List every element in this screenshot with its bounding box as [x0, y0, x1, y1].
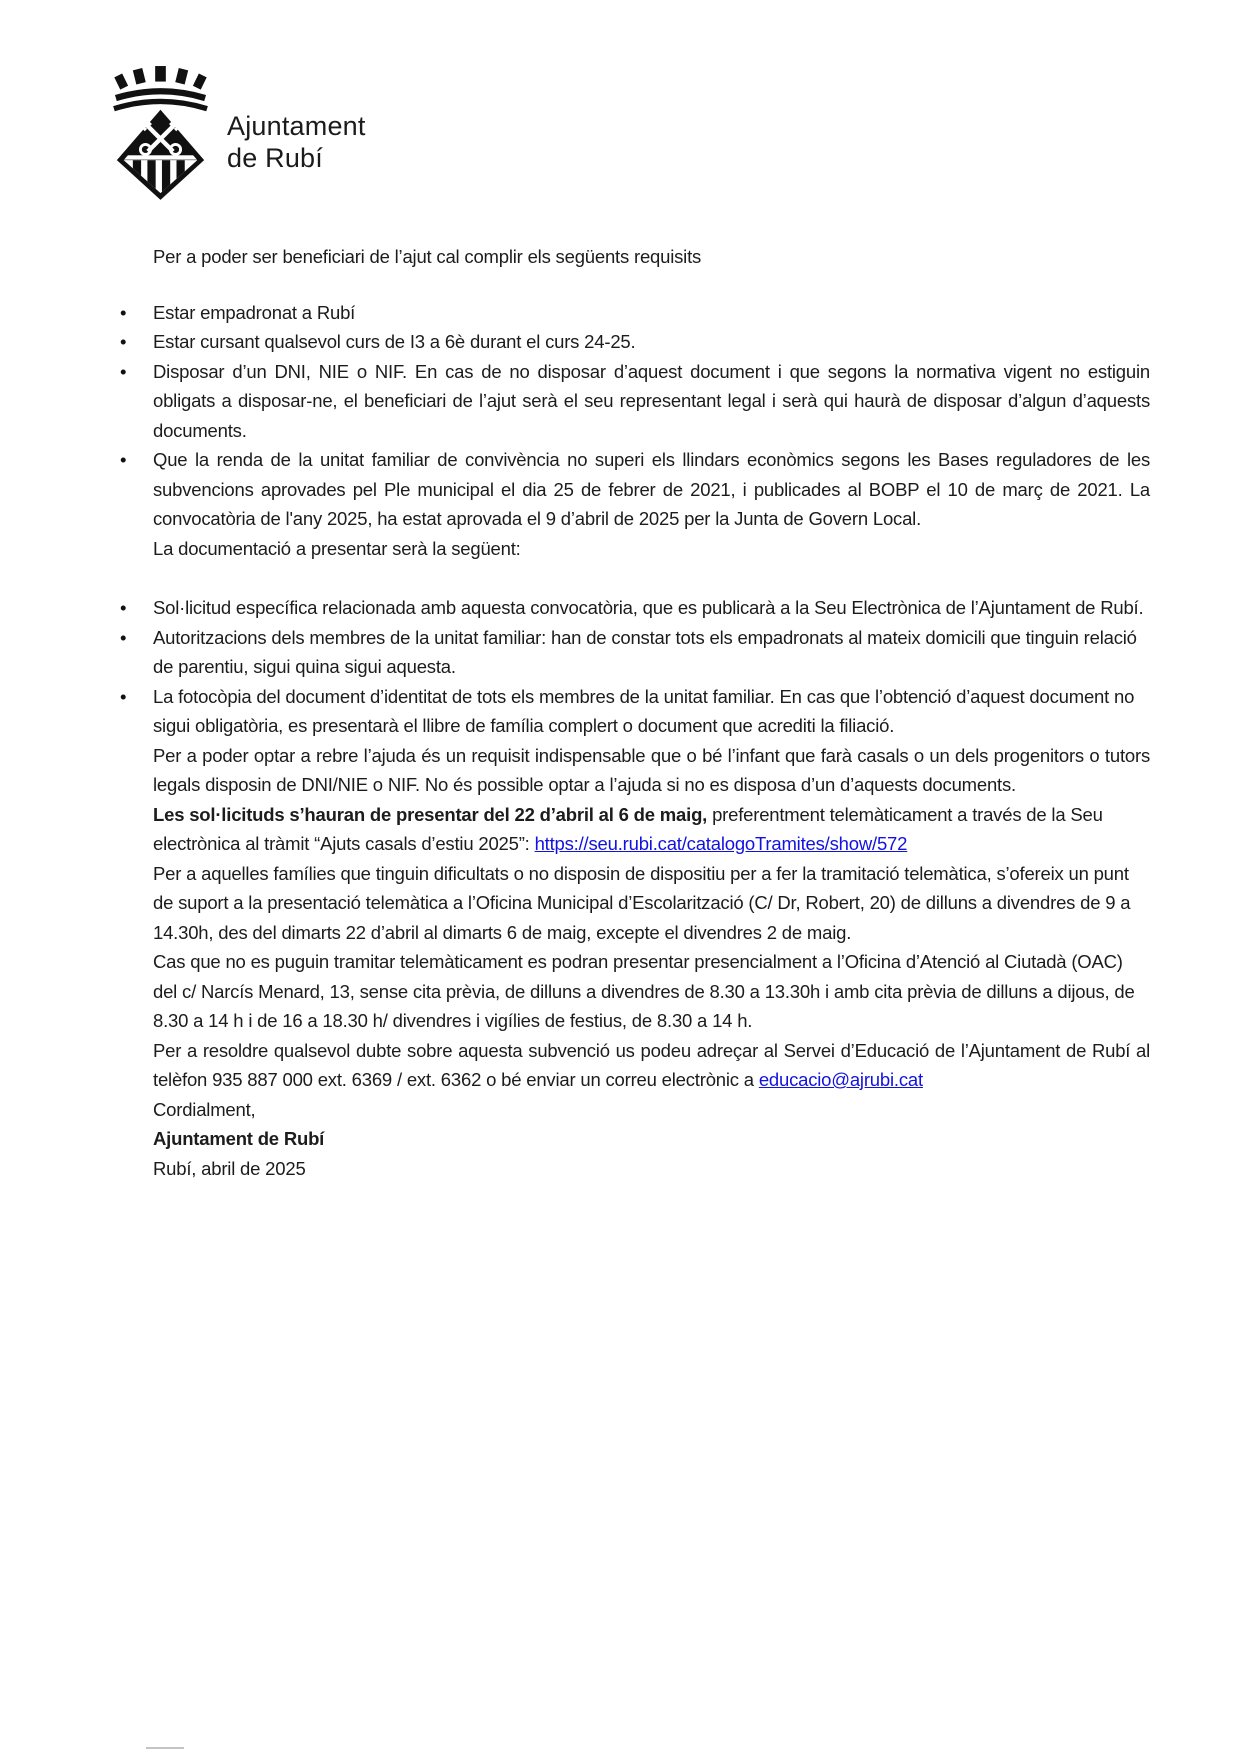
- closing-salutation: Cordialment,: [153, 1098, 256, 1120]
- mandatory-requirement-paragraph: Per a poder optar a rebre l’ajuda és un requisit indispensable que o bé l’infant que farà casals o un dels progenitors o tutors legals disposin de DNI/NIE o NIF. No és possible optar a l’ajuda si no es disposa d’un d’aquests documents.: [153, 744, 1150, 795]
- contact-text: Per a resoldre qualsevol dubte sobre aquesta subvenció us podeu adreçar al Servei d’Educació de l’Ajuntament de Rubí al telèfon 935 887 000 ext. 6369 / ext. 6362 o bé enviar un correu electrònic a: [153, 1039, 1150, 1090]
- footnote-divider: [146, 1747, 184, 1749]
- documentation-item: • La fotocòpia del document d’identitat de tots els membres de la unitat familiar. En cas que l’obtenció d’aquest document no sigui obligatòria, es presentarà el llibre de família complert o document que acrediti la filiació.: [153, 682, 1150, 741]
- logo-wordmark: [227, 110, 366, 174]
- logo-org-line1: Ajuntament: [227, 111, 366, 141]
- documentation-item: • Sol·licitud específica relacionada amb aquesta convocatòria, que es publicarà a la Seu Electrònica de l’Ajuntament de Rubí.: [153, 593, 1150, 623]
- requirement-item: • Disposar d’un DNI, NIE o NIF. En cas de no disposar d’aquest document i que segons la normativa vigent no estiguin obligats a disposar-ne, el beneficiari de l’ajut serà el seu representant legal i serà qui haurà de disposar d’algun d’aquests documents.: [153, 357, 1150, 446]
- rubi-coat-of-arms-icon: [112, 62, 209, 202]
- oac-paragraph: Cas que no es puguin tramitar telemàticament es podran presentar presencialment a l’Oficina d’Atenció al Ciutadà (OAC) del c/ Narcís Menard, 13, sense cita prèvia, de dilluns a divendres de 8.30 a 13.30h i amb cita prèvia de dilluns a dijous, de 8.30 a 14 h i de 16 a 18.30 h/ divendres i vigílies de festius, de 8.30 a 14 h.: [153, 951, 1135, 1031]
- signature-name: Ajuntament de Rubí: [153, 1128, 325, 1149]
- signature-place-date: Rubí, abril de 2025: [153, 1157, 306, 1179]
- logo: [112, 62, 366, 202]
- requirement-item: • Estar empadronat a Rubí: [153, 298, 1150, 328]
- logo-org-line2: de Rubí: [227, 143, 323, 173]
- submission-period-paragraph: [153, 800, 1150, 859]
- tramit-link[interactable]: https://seu.rubi.cat/catalogoTramites/show/572: [534, 833, 908, 854]
- requirement-item: • Estar cursant qualsevol curs de I3 a 6è durant el curs 24-25.: [153, 327, 1150, 357]
- requirement-item: • Que la renda de la unitat familiar de convivència no superi els llindars econòmics segons les Bases reguladores de les subvencions aprovades pel Ple municipal el dia 25 de febrer de 2021, i publicades al BOBP el 10 de març de 2021. La convocatòria de l'any 2025, ha estat aprovada el 9 d’abril de 2025 per la Junta de Govern Local.: [153, 445, 1150, 534]
- support-office-paragraph: Per a aquelles famílies que tinguin dificultats o no disposin de dispositiu per a fer la tramitació telemàtica, s’ofereix un punt de suport a la presentació telemàtica a l’Oficina Municipal d’Escolarització (C/ Dr, Robert, 20) de dilluns a divendres de 9 a 14.30h, des del dimarts 22 d’abril al dimarts 6 de maig, excepte el divendres 2 de maig.: [153, 862, 1131, 943]
- email-link[interactable]: educacio@ajrubi.cat: [758, 1069, 923, 1090]
- documentation-item: • Autoritzacions dels membres de la unitat familiar: han de constar tots els empadronats al mateix domicili que tinguin relació de parentiu, sigui quina sigui aquesta.: [153, 623, 1150, 682]
- letter-body: [153, 242, 1150, 1183]
- intro-paragraph: Per a poder ser beneficiari de l’ajut cal complir els següents requisits: [153, 246, 702, 267]
- submission-period-bold: Les sol·licituds s’hauran de presentar del 22 d’abril al 6 de maig,: [153, 803, 708, 825]
- documentation-heading: La documentació a presentar serà la següent:: [153, 537, 521, 559]
- contact-paragraph: [153, 1036, 1150, 1095]
- documentation-list: [153, 593, 1150, 741]
- requirements-list: [153, 298, 1150, 534]
- submission-period-text: preferentment telemàticament a través de la Seu electrònica al tràmit “Ajuts casals d’estiu 2025”:: [153, 803, 1103, 854]
